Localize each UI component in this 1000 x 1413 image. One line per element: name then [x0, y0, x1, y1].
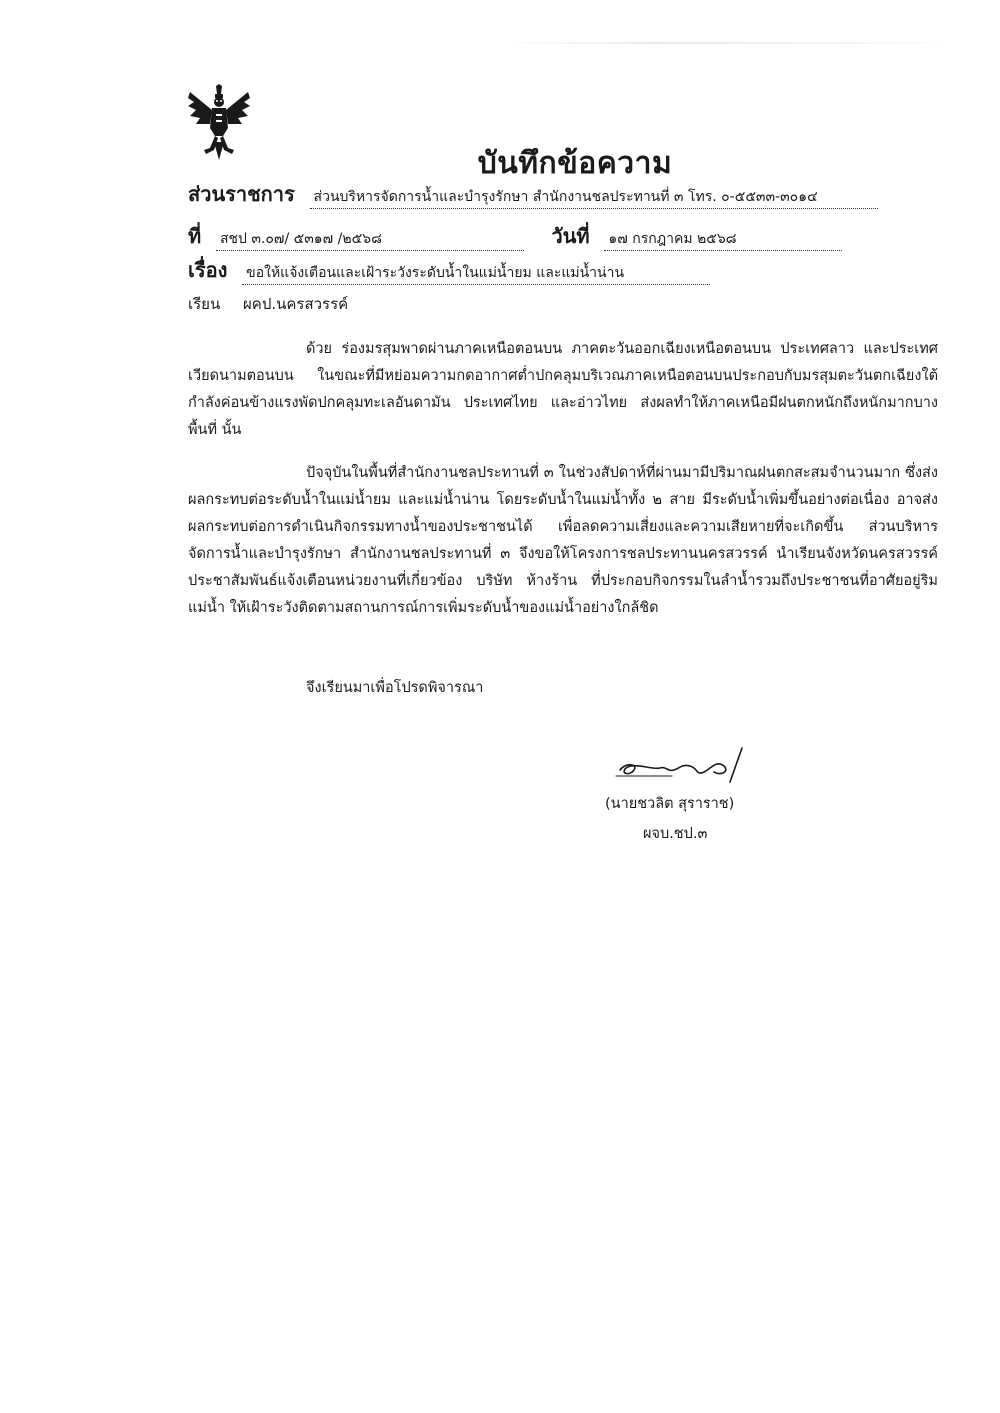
agency-row	[188, 178, 878, 206]
body-paragraph-2: ปัจจุบันในพื้นที่สำนักงานชลประทานที่ ๓ ในช่วงสัปดาห์ที่ผ่านมามีปริมาณฝนตกสะสมจำนวนมาก ซึ่งส่งผลกระทบต่อระดับน้ำในแม่น้ำยม และแม่น้ำน่าน โดยระดับน้ำในแม่น้ำทั้ง ๒ สาย มีระดับน้ำเพิ่มขึ้นอย่างต่อเนื่อง อาจส่งผลกระทบต่อการดำเนินกิจกรรมทางน้ำของประชาชนได้ เพื่อลดความเสี่ยงและความเสียหายที่จะเกิดขึ้น ส่วนบริหารจัดการน้ำและบำรุงรักษา สำนักงานชลประทานที่ ๓ จึงขอให้โครงการชลประทานนครสวรรค์ นำเรียนจังหวัดนครสวรรค์ประชาสัมพันธ์แจ้งเตือนหน่วยงานที่เกี่ยวข้อง บริษัท ห้างร้าน ที่ประกอบกิจกรรมในลำน้ำรวมถึงประชาชนที่อาศัยอยู่ริมแม่น้ำ ให้เฝ้าระวังติดตามสถานการณ์การเพิ่มระดับน้ำของแม่น้ำอย่างใกล้ชิด	[188, 465, 938, 616]
salutation-label: เรียน	[188, 295, 221, 313]
ref-date-row	[188, 220, 842, 248]
closing-line: จึงเรียนมาเพื่อโปรดพิจารณา	[306, 680, 484, 696]
signer-position: ผจบ.ชป.๓	[643, 826, 708, 842]
handwritten-signature-icon	[612, 742, 762, 788]
subject-label: เรื่อง	[188, 258, 228, 282]
agency-label: ส่วนราชการ	[188, 182, 295, 206]
subject-value: ขอให้แจ้งเตือนและเฝ้าระวังระดับน้ำในแม่น้ำยม และแม่น้ำน่าน	[242, 262, 710, 285]
scan-artifact	[500, 42, 960, 44]
date-label: วันที่	[551, 224, 590, 248]
memo-title: บันทึกข้อความ	[477, 146, 673, 181]
salutation	[188, 292, 366, 316]
date-value: ๑๗ กรกฎาคม ๒๕๖๘	[604, 228, 842, 251]
body-paragraph-1: ด้วย ร่องมรสุมพาดผ่านภาคเหนือตอนบน ภาคตะวันออกเฉียงเหนือตอนบน ประเทศลาว และประเทศเวียดนามตอนบน ในขณะที่มีหย่อมความกดอากาศต่ำปกคลุมบริเวณภาคเหนือตอนบนประกอบกับมรสุมตะวันตกเฉียงใต้กำลังค่อนข้างแรงพัดปกคลุมทะเลอันดามัน ประเทศไทย และอ่าวไทย ส่งผลทำให้ภาคเหนือมีฝนตกหนักถึงหนักมากบางพื้นที่ นั้น	[188, 341, 938, 438]
signer-name: (นายชวลิต สุราราช)	[605, 796, 735, 812]
agency-value: ส่วนบริหารจัดการน้ำและบำรุงรักษา สำนักงานชลประทานที่ ๓ โทร. ๐-๕๕๓๓-๓๐๑๔	[310, 186, 878, 209]
salutation-recipient: ผคป.นครสวรรค์	[243, 295, 349, 313]
subject-row	[188, 254, 710, 282]
ref-value: สชป ๓.๐๗/ ๕๓๑๗ /๒๕๖๘	[216, 228, 524, 251]
ref-label: ที่	[188, 224, 202, 248]
